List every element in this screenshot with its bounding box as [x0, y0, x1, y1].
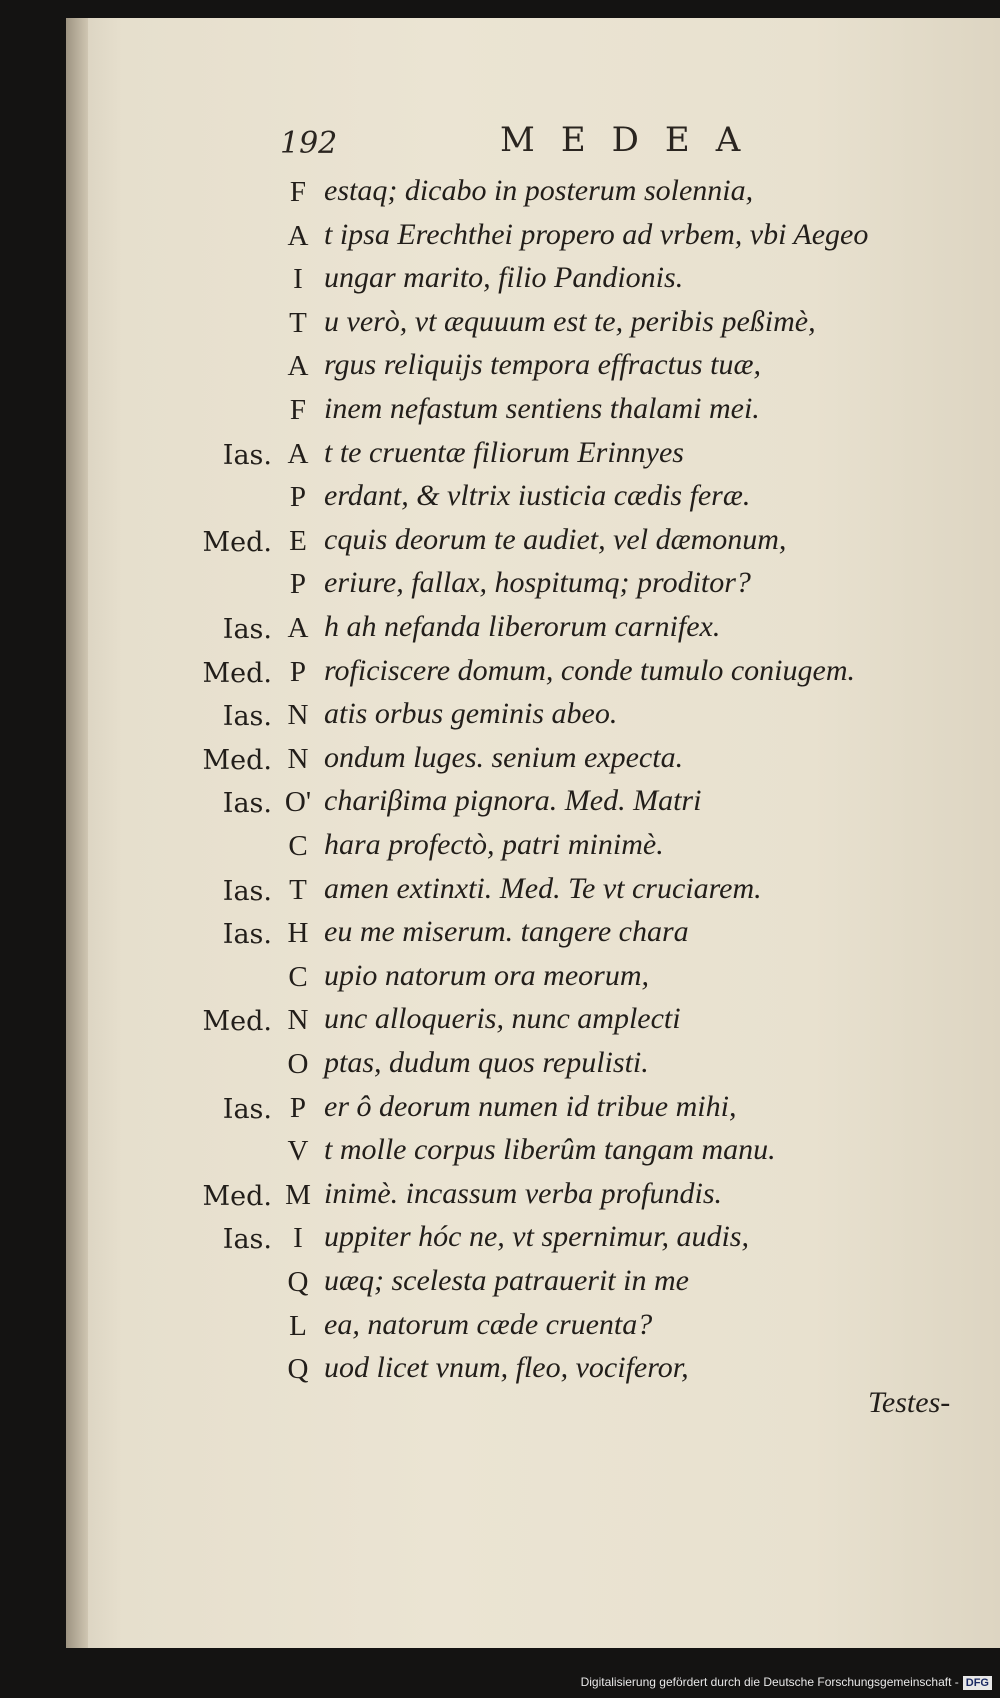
verse-text: rgus reliquijs tempora effractus tuæ,	[324, 348, 761, 382]
verse-text: uppiter hóc ne, vt spernimur, audis,	[324, 1220, 749, 1254]
verse-text: atis orbus geminis abeo.	[324, 697, 618, 731]
verse-text: ungar marito, filio Pandionis.	[324, 261, 684, 295]
verse-text: t te cruentæ filiorum Erinnyes	[324, 435, 684, 469]
acrostic-initial: O'	[284, 786, 312, 819]
verse-text: h ah nefanda liberorum carnifex.	[324, 610, 721, 643]
verse-text: chariβima pignora. Med. Matri	[324, 784, 702, 818]
speaker-label: Med.	[202, 657, 272, 689]
speaker-label: Med.	[202, 526, 272, 558]
acrostic-initial: T	[289, 873, 307, 906]
acrostic-initial: Q	[287, 1353, 309, 1386]
acrostic-initial: E	[289, 524, 307, 557]
speaker-label: Med.	[202, 1180, 272, 1212]
verse-text: erdant, & vltrix iusticia cædis feræ.	[324, 479, 751, 513]
speaker-label: Ias.	[222, 439, 272, 471]
verse-text: cquis deorum te audiet, vel dæmonum,	[324, 522, 787, 556]
acrostic-initial: N	[287, 699, 309, 732]
verse-line	[0, 1131, 1000, 1171]
verse-text: hara profectò, patri minimè.	[324, 828, 664, 861]
verse-line	[0, 695, 1000, 735]
verse-line	[0, 521, 1000, 561]
verse-line	[0, 870, 1000, 910]
acrostic-initial: C	[288, 960, 308, 993]
acrostic-initial: A	[287, 350, 309, 383]
acrostic-initial: P	[289, 481, 307, 514]
verse-line	[0, 608, 1000, 648]
speaker-label: Ias.	[222, 701, 272, 733]
verse-line	[0, 477, 1000, 517]
verse-line	[0, 259, 1000, 299]
verse-text: uæq; scelesta patrauerit in me	[324, 1264, 689, 1297]
verse-line	[0, 172, 1000, 212]
speaker-label: Ias.	[222, 919, 272, 951]
verse-text: estaq; dicabo in posterum solennia,	[324, 174, 754, 207]
acrostic-initial: M	[285, 1178, 311, 1211]
verse-line	[0, 826, 1000, 866]
verse-line	[0, 652, 1000, 692]
verse-line	[0, 1306, 1000, 1346]
verse-text: eriure, fallax, hospitumq; proditor?	[324, 566, 751, 600]
acrostic-initial: P	[289, 568, 307, 601]
verse-text: upio natorum ora meorum,	[324, 958, 650, 992]
verse-text: ptas, dudum quos repulisti.	[324, 1046, 649, 1079]
verse-text: t ipsa Erechthei propero ad vrbem, vbi Aegeo	[324, 217, 869, 251]
verse-line	[0, 782, 1000, 822]
acrostic-initial: I	[293, 263, 303, 296]
verse-line	[0, 1175, 1000, 1215]
verse-line	[0, 1088, 1000, 1128]
verse-text: eu me miserum. tangere chara	[324, 915, 689, 949]
acrostic-initial: N	[287, 1004, 309, 1037]
catchword: Testes-	[868, 1386, 951, 1419]
footer-credit-text: Digitalisierung gefördert durch die Deutsche Forschungsgemeinschaft -	[580, 1675, 959, 1689]
acrostic-initial: N	[287, 742, 309, 775]
verse-text: u verò, vt æquuum est te, peribis peßimè,	[324, 304, 816, 338]
speaker-label: Ias.	[222, 614, 272, 645]
footer-credit	[581, 1672, 992, 1692]
verse-text: inem nefastum sentiens thalami mei.	[324, 392, 760, 425]
acrostic-initial: A	[287, 612, 309, 644]
verse-line	[0, 1000, 1000, 1040]
verse-text: roficiscere domum, conde tumulo coniugem.	[324, 653, 855, 687]
verse-line	[0, 1218, 1000, 1258]
acrostic-initial: F	[289, 176, 307, 208]
speaker-label: Med.	[202, 1006, 272, 1038]
speaker-label: Med.	[202, 744, 272, 776]
verse-line	[0, 434, 1000, 474]
verse-text: uod licet vnum, fleo, vociferor,	[324, 1351, 689, 1385]
acrostic-initial: C	[288, 830, 308, 862]
speaker-label: Ias.	[222, 788, 272, 820]
verse-text: ondum luges. senium expecta.	[324, 740, 684, 774]
dfg-logo: DFG	[963, 1676, 992, 1690]
speaker-label: Ias.	[222, 875, 272, 907]
speaker-label: Ias.	[222, 1093, 272, 1125]
acrostic-initial: A	[287, 219, 309, 252]
verse-line	[0, 1262, 1000, 1302]
running-head: MEDEA	[500, 120, 767, 160]
verse-text: inimè. incassum verba profundis.	[324, 1176, 723, 1210]
acrostic-initial: I	[293, 1222, 303, 1255]
acrostic-initial: L	[289, 1309, 307, 1342]
verse-line	[0, 303, 1000, 343]
verse-line	[0, 739, 1000, 779]
verse-text: t molle corpus liberûm tangam manu.	[324, 1133, 776, 1167]
verse-line	[0, 346, 1000, 386]
acrostic-initial: O	[287, 1048, 309, 1080]
verse-line	[0, 1349, 1000, 1389]
verse-line	[0, 564, 1000, 604]
verse-text: er ô deorum numen id tribue mihi,	[324, 1089, 737, 1123]
acrostic-initial: A	[287, 437, 309, 470]
acrostic-initial: P	[289, 1091, 307, 1124]
verse-line	[0, 216, 1000, 256]
verse-line	[0, 957, 1000, 997]
verse-text: ea, natorum cæde cruenta?	[324, 1307, 653, 1341]
acrostic-initial: H	[287, 917, 309, 950]
verse-line	[0, 913, 1000, 953]
verse-text: amen extinxti. Med. Te vt cruciarem.	[324, 871, 762, 905]
acrostic-initial: F	[289, 394, 307, 426]
acrostic-initial: V	[287, 1135, 309, 1168]
verse-text: unc alloqueris, nunc amplecti	[324, 1002, 681, 1036]
acrostic-initial: T	[289, 306, 307, 339]
speaker-label: Ias.	[222, 1224, 272, 1256]
folio-number: 192	[280, 126, 338, 161]
page-header	[280, 120, 800, 170]
verse-line	[0, 1044, 1000, 1084]
acrostic-initial: Q	[287, 1266, 309, 1298]
verse-line	[0, 390, 1000, 430]
acrostic-initial: P	[289, 655, 307, 688]
